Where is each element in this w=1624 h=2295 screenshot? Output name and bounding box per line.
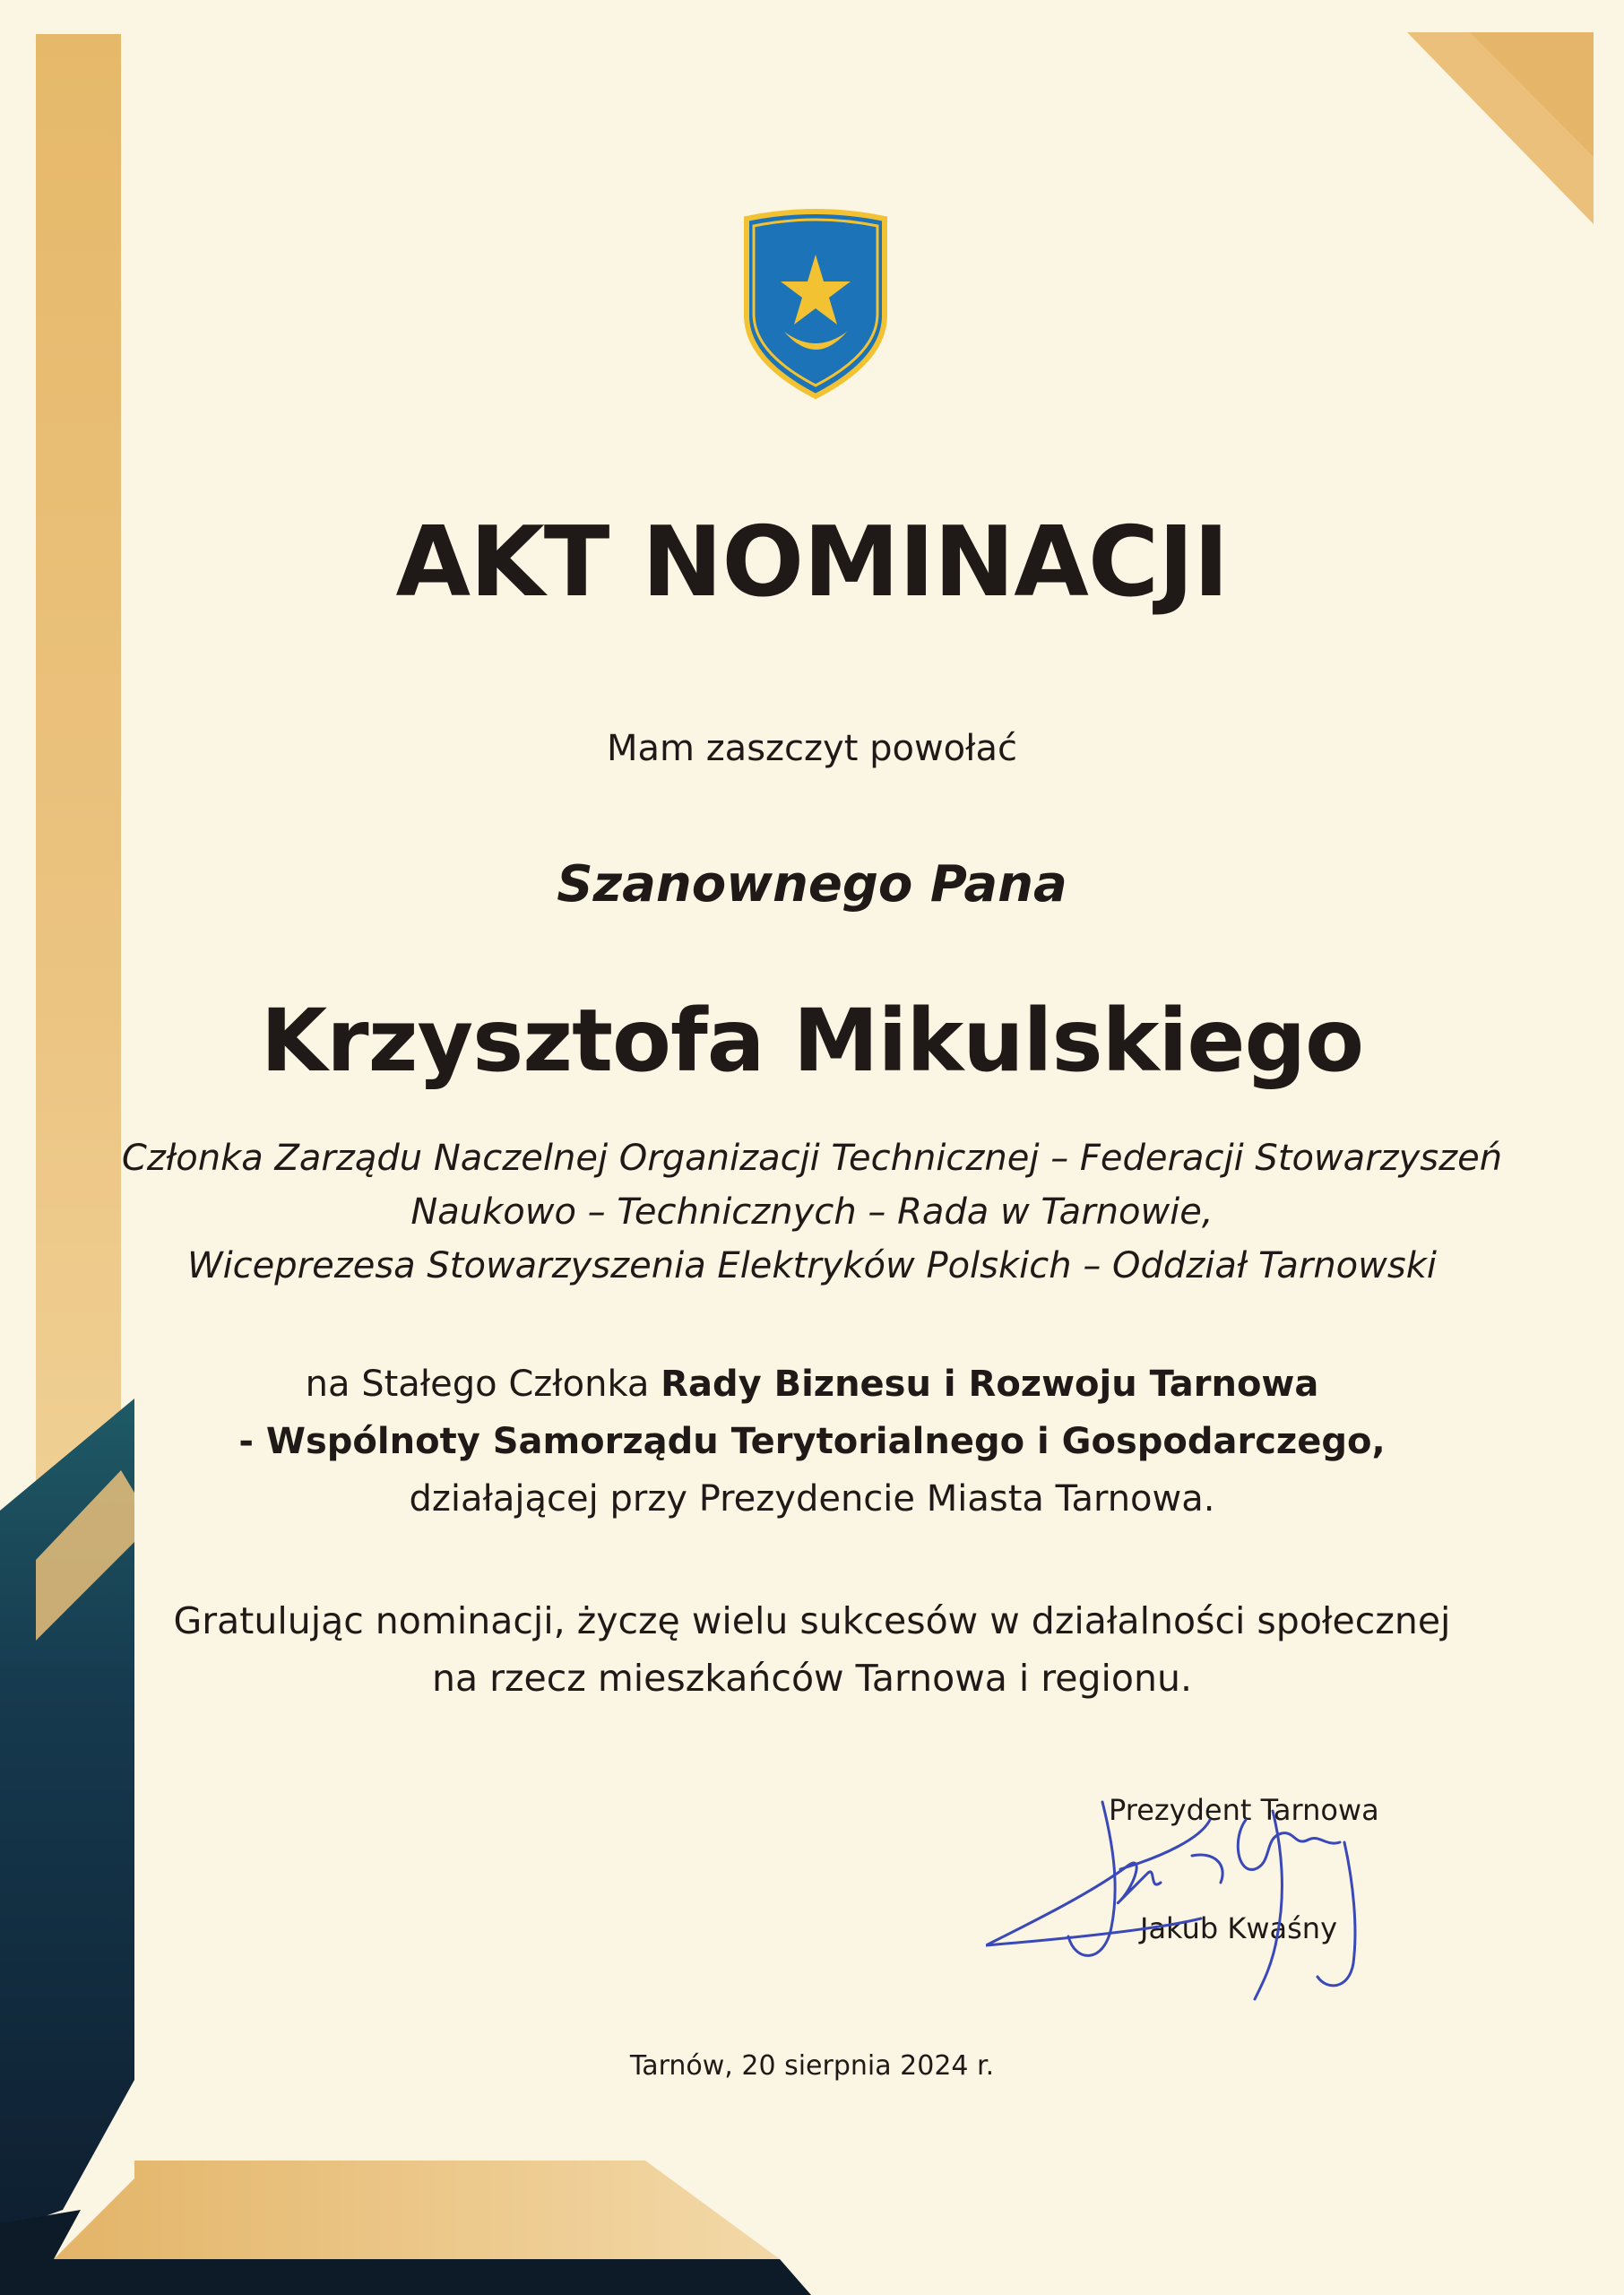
- salutation-text: Szanownego Pana: [557, 855, 1067, 914]
- nomination-council-name: Rady Biznesu i Rozwoju Tarnowa: [661, 1364, 1319, 1405]
- nominee-description: [0, 1131, 1624, 1293]
- signature-block: [986, 1784, 1380, 2017]
- nomination-line-1: [0, 1355, 1624, 1413]
- nomination-prefix: na Stałego Członka: [305, 1364, 661, 1405]
- frame-gold-strip-left: [36, 34, 121, 1560]
- wishes-text: [0, 1592, 1624, 1707]
- handwritten-signature: [986, 1784, 1380, 2017]
- nominee-name: Krzysztofa Mikulskiego: [260, 991, 1364, 1091]
- frame-gold-bar-bottom: [54, 2161, 780, 2259]
- nomination-line-3: działającej przy Prezydencie Miasta Tarnowa.: [409, 1478, 1215, 1520]
- tarnow-coat-of-arms-icon: [738, 208, 894, 401]
- nomination-community-name: - Wspólnoty Samorządu Terytorialnego i Gospodarczego,: [238, 1421, 1386, 1462]
- wishes-line: Gratulując nominacji, życzę wielu sukcesów w działalności społecznej: [173, 1599, 1451, 1642]
- intro-text: Mam zaszczyt powołać: [606, 728, 1018, 769]
- document-title: AKT NOMINACJI: [395, 507, 1229, 619]
- nomination-line-2: [0, 1413, 1624, 1470]
- description-line: Wiceprezesa Stowarzyszenia Elektryków Polskich – Oddział Tarnowski: [187, 1245, 1437, 1286]
- signatory-title: Prezydent Tarnowa: [1109, 1793, 1379, 1827]
- issue-date: Tarnów, 20 sierpnia 2024 r.: [629, 2050, 995, 2082]
- wishes-line: na rzecz mieszkańców Tarnowa i regionu.: [432, 1657, 1192, 1700]
- nomination-text: [0, 1355, 1624, 1528]
- description-line: Naukowo – Technicznych – Rada w Tarnowie,: [410, 1191, 1214, 1233]
- description-line: Członka Zarządu Naczelnej Organizacji Technicznej – Federacji Stowarzyszeń: [121, 1138, 1503, 1179]
- signatory-name: Jakub Kwaśny: [1140, 1911, 1338, 1945]
